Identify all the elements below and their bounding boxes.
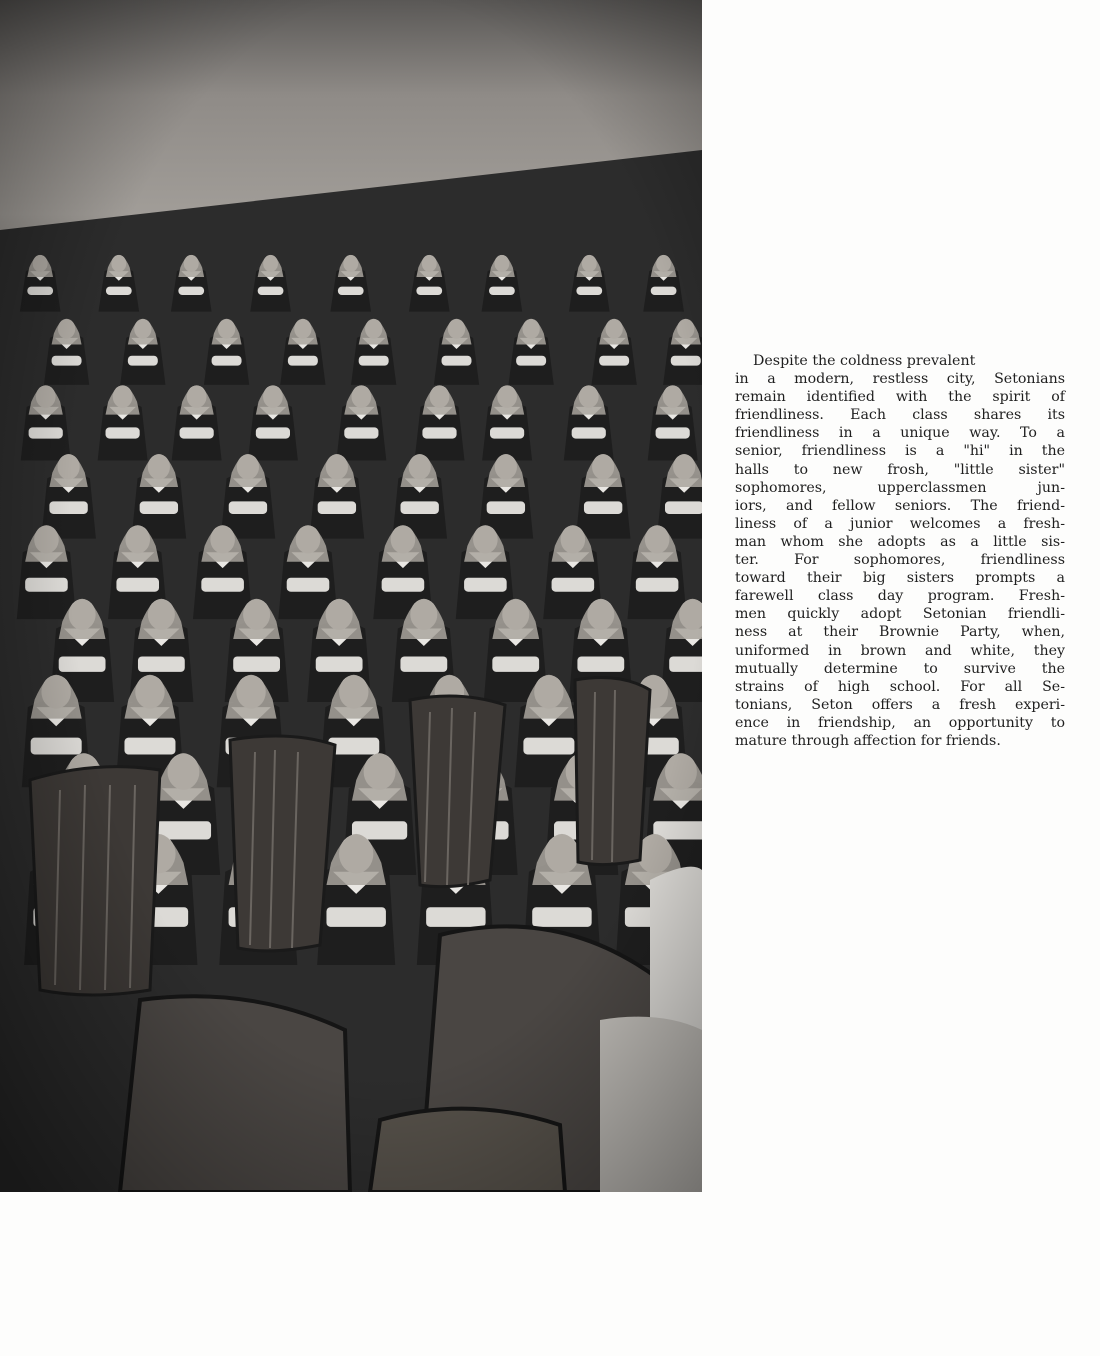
body-line: men quickly adopt Setonian friendli- xyxy=(735,606,1065,623)
body-line: senior, friendliness is a "hi" in the xyxy=(735,443,1065,460)
body-line: friendliness in a unique way. To a xyxy=(735,425,1065,442)
body-line: farewell class day program. Fresh- xyxy=(735,588,1065,605)
body-line: uniformed in brown and white, they xyxy=(735,642,1065,659)
body-line: remain identified with the spirit of xyxy=(735,389,1065,406)
body-line: toward their big sisters prompts a xyxy=(735,570,1065,587)
body-text xyxy=(735,352,1065,750)
body-line: Despite the coldness prevalent xyxy=(735,353,976,369)
body-line: sophomores, upperclassmen jun- xyxy=(735,479,1065,496)
body-line: friendliness. Each class shares its xyxy=(735,407,1065,424)
body-line: ness at their Brownie Party, when, xyxy=(735,624,1065,641)
body-line: strains of high school. For all Se- xyxy=(735,678,1065,695)
body-line: in a modern, restless city, Setonians xyxy=(735,371,1065,388)
body-line: iors, and fellow seniors. The friend- xyxy=(735,497,1065,514)
body-line: halls to new frosh, "little sister" xyxy=(735,461,1065,478)
body-line: mutually determine to survive the xyxy=(735,660,1065,677)
body-line: tonians, Seton offers a fresh experi- xyxy=(735,696,1065,713)
body-paragraph xyxy=(735,352,1065,750)
body-line: ence in friendship, an opportunity to xyxy=(735,714,1065,731)
body-line: man whom she adopts as a little sis- xyxy=(735,533,1065,550)
body-line: ter. For sophomores, friendliness xyxy=(735,552,1065,569)
body-line: liness of a junior welcomes a fresh- xyxy=(735,515,1065,532)
body-line: mature through affection for friends. xyxy=(735,732,1001,749)
